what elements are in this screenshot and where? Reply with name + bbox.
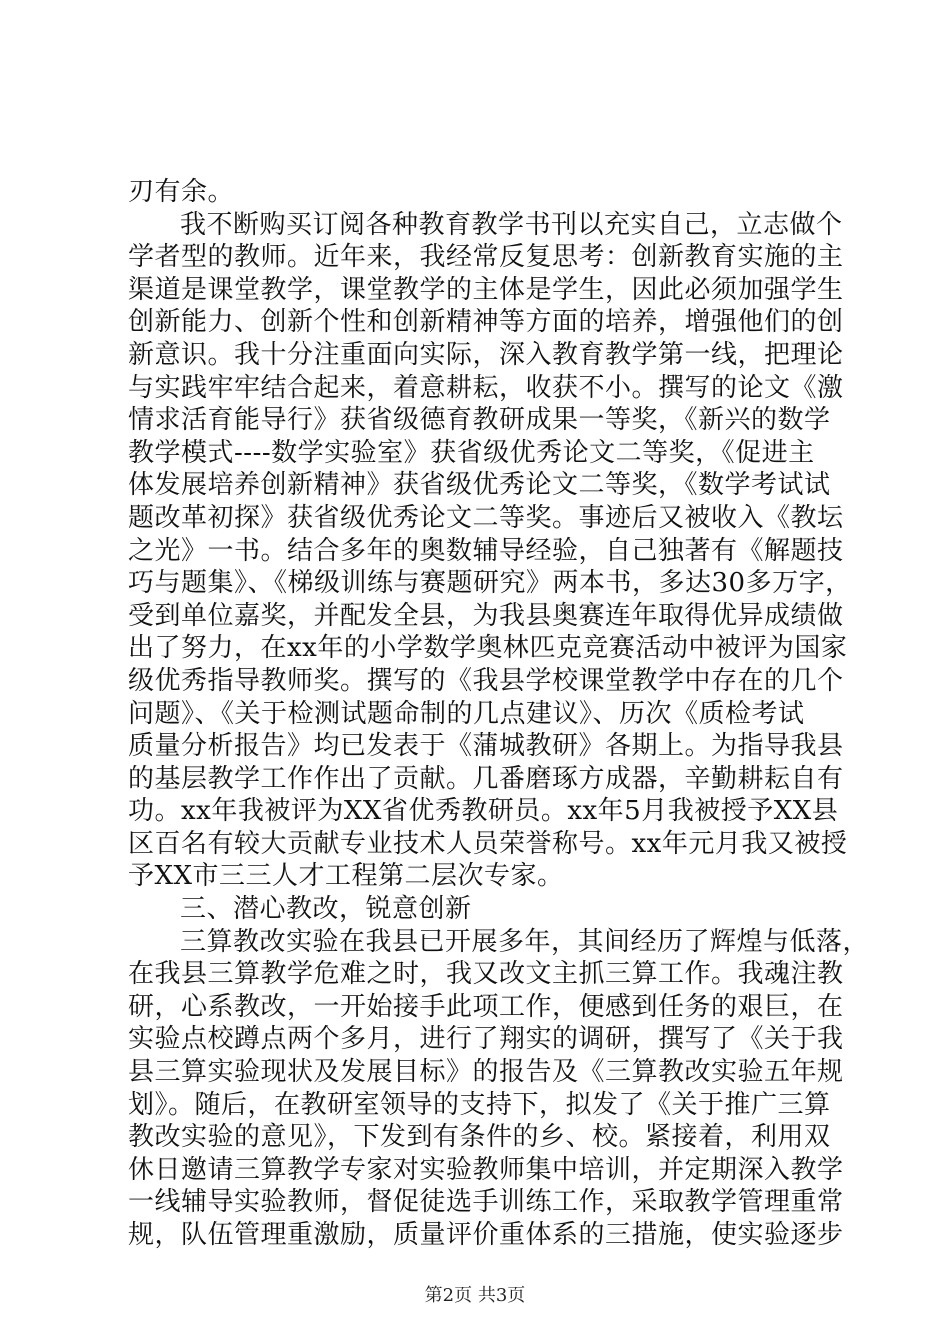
text-line: 渠道是课堂教学，课堂教学的主体是学生，因此必须加强学生 bbox=[128, 274, 844, 305]
text-line: 在我县三算教学危难之时，我又改文主抓三算工作。我魂注教 bbox=[128, 959, 844, 990]
text-line: 教改实验的意见》，下发到有条件的乡、校。紧接着，利用双 bbox=[128, 1122, 831, 1153]
text-line: 实验点校蹲点两个多月，进行了翔实的调研，撰写了《关于我 bbox=[128, 1024, 844, 1055]
text-line: 划》。随后，在教研室领导的支持下，拟发了《关于推广三算 bbox=[128, 1089, 831, 1120]
text-line: 规，队伍管理重激励，质量评价重体系的三措施，使实验逐步 bbox=[128, 1220, 844, 1250]
text-line: 功。xx年我被评为XX省优秀教研员。xx年5月我被授予XX县 bbox=[128, 796, 839, 827]
text-line: 区百名有较大贡献专业技术人员荣誉称号。xx年元月我又被授 bbox=[128, 828, 848, 859]
text-line: 我不断购买订阅各种教育教学书刊以充实自己，立志做个 bbox=[180, 209, 843, 240]
text-line: 受到单位嘉奖，并配发全县，为我县奥赛连年取得优异成绩做 bbox=[128, 600, 844, 631]
text-line: 县三算实验现状及发展目标》的报告及《三算教改实验五年规 bbox=[128, 1057, 844, 1088]
document-body bbox=[128, 176, 870, 1252]
text-line: 学者型的教师。近年来，我经常反复思考：创新教育实施的主 bbox=[128, 242, 844, 273]
text-line: 新意识。我十分注重面向实际，深入教育教学第一线，把理论 bbox=[128, 339, 844, 370]
text-line: 质量分析报告》均已发表于《蒲城教研》各期上。为指导我县 bbox=[128, 731, 844, 762]
text-line: 研，心系教改，一开始接手此项工作，便感到任务的艰巨，在 bbox=[128, 991, 844, 1022]
text-line: 刃有余。 bbox=[128, 177, 235, 207]
text-line: 三算教改实验在我县已开展多年，其间经历了辉煌与低落， bbox=[180, 926, 870, 957]
text-line: 出了努力，在xx年的小学数学奥林匹克竞赛活动中被评为国家 bbox=[128, 633, 848, 664]
text-line: 创新能力、创新个性和创新精神等方面的培养，增强他们的创 bbox=[128, 307, 844, 338]
text-line: 休日邀请三算教学专家对实验教师集中培训，并定期深入教学 bbox=[128, 1154, 844, 1185]
text-line: 一线辅导实验教师，督促徒选手训练工作，采取教学管理重常 bbox=[128, 1187, 844, 1218]
text-line: 的基层教学工作作出了贡献。几番磨琢方成器，辛勤耕耘自有 bbox=[128, 763, 844, 794]
text-line: 予XX市三三人才工程第二层次专家。 bbox=[128, 861, 564, 892]
text-line: 之光》一书。结合多年的奥数辅导经验，自己独著有《解题技 bbox=[128, 535, 844, 566]
text-line: 题改革初探》获省级优秀论文二等奖。事迹后又被收入《教坛 bbox=[128, 502, 844, 533]
text-line: 与实践牢牢结合起来，着意耕耘，收获不小。撰写的论文《激 bbox=[128, 372, 844, 403]
text-line: 问题》、《关于检测试题命制的几点建议》、历次《质检考试 bbox=[128, 698, 805, 729]
text-line: 体发展培养创新精神》获省级优秀论文二等奖，《数学考试试 bbox=[128, 470, 831, 501]
section-heading: 三、潜心教改，锐意创新 bbox=[180, 894, 472, 925]
text-line: 巧与题集》、《梯级训练与赛题研究》两本书，多达30多万字， bbox=[128, 568, 852, 599]
page-number: 第2页 共3页 bbox=[424, 1285, 526, 1306]
text-line: 级优秀指导教师奖。撰写的《我县学校课堂教学中存在的几个 bbox=[128, 665, 844, 696]
text-line: 教学模式----数学实验室》获省级优秀论文二等奖，《促进主 bbox=[128, 437, 815, 468]
text-line: 情求活育能导行》获省级德育教研成果一等奖，《新兴的数学 bbox=[128, 405, 831, 436]
